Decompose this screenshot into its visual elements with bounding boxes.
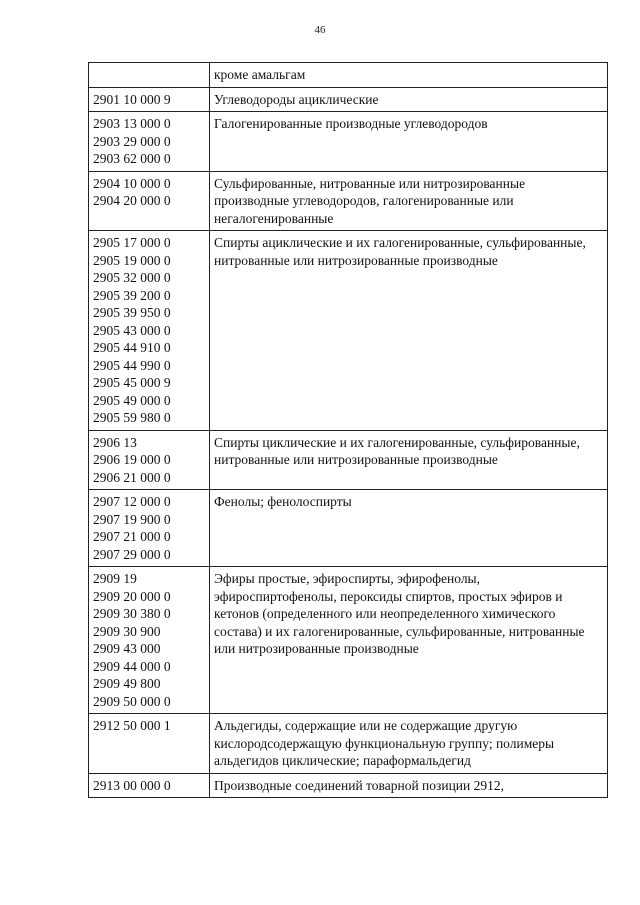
tnved-code: 2903 29 000 0 [93, 133, 171, 149]
tnved-code: 2907 21 000 0 [93, 529, 171, 544]
description-cell [210, 112, 608, 172]
description-cell [210, 63, 608, 88]
tnved-code: 2905 17 000 0 [93, 235, 171, 250]
tnved-code: 2909 49 800 [93, 676, 161, 691]
code-cell [89, 63, 210, 88]
goods-description: Спирты циклические и их галогенированные, сульфированные, нитрованные или нитрозированные производные [214, 434, 580, 467]
tnved-code: 2905 39 950 0 [93, 305, 171, 320]
table-row [89, 112, 608, 172]
goods-description: Альдегиды, содержащие или не содержащие другую кислородсодержащую функциональную группу; полимеры альдегидов циклические; параформальдегид [214, 718, 555, 768]
tnved-code: 2901 10 000 9 [93, 91, 171, 107]
table-body [89, 63, 608, 798]
code-cell [89, 773, 210, 798]
tnved-code: 2909 19 [93, 571, 137, 586]
description-cell [210, 231, 608, 431]
table-row [89, 87, 608, 112]
tnved-code: 2903 62 000 0 [93, 151, 171, 166]
goods-description: Сульфированные, нитрованные или нитрозированные производные углеводородов, галогенированные или негалогенированные [214, 175, 526, 226]
code-cell [89, 567, 210, 714]
goods-description: Эфиры простые, эфироспирты, эфирофенолы, эфироспиртофенолы, пероксиды спиртов, простых эфиров и кетонов (определенного или неопределенного химического состава) и их галогенированные, сульфированные, нитрованные или нитрозированные производные [214, 571, 585, 656]
tnved-code: 2909 43 000 [93, 641, 161, 656]
code-cell [89, 87, 210, 112]
description-cell [210, 714, 608, 774]
table-row [89, 63, 608, 88]
tnved-code: 2913 00 000 0 [93, 777, 171, 793]
tnved-code: 2906 21 000 0 [93, 469, 171, 485]
code-cell [89, 112, 210, 172]
table-row [89, 490, 608, 567]
goods-description: Спирты ациклические и их галогенированные, сульфированные, нитрованные или нитрозированные производные [214, 235, 586, 268]
description-cell [210, 87, 608, 112]
code-cell [89, 171, 210, 231]
tnved-code: 2904 10 000 0 [93, 175, 171, 191]
tnved-code: 2905 44 990 0 [93, 357, 171, 373]
table-row [89, 773, 608, 798]
table-row [89, 171, 608, 231]
goods-description: кроме амальгам [214, 67, 306, 82]
tnved-code: 2905 19 000 0 [93, 252, 171, 268]
tnved-code: 2905 39 200 0 [93, 287, 171, 303]
tnved-code: 2912 50 000 1 [93, 718, 171, 733]
tnved-code: 2906 19 000 0 [93, 452, 171, 467]
tnved-code: 2905 45 000 9 [93, 375, 171, 390]
code-cell [89, 231, 210, 431]
tnved-code: 2903 13 000 0 [93, 116, 171, 131]
tnved-code: 2905 49 000 0 [93, 392, 171, 408]
description-cell [210, 773, 608, 798]
goods-description: Галогенированные производные углеводородов [214, 116, 488, 131]
tnved-code: 2907 12 000 0 [93, 494, 171, 509]
tnved-code: 2909 30 900 [93, 623, 161, 639]
tnved-code: 2907 19 900 0 [93, 511, 171, 527]
goods-description: Углеводороды ациклические [214, 91, 379, 107]
goods-description: Производные соединений товарной позиции 2912, [214, 777, 504, 793]
description-cell [210, 430, 608, 490]
tnved-code: 2906 13 [93, 434, 137, 450]
description-cell [210, 171, 608, 231]
tnved-code: 2909 20 000 0 [93, 588, 171, 604]
tnved-code: 2905 43 000 0 [93, 322, 171, 338]
code-cell [89, 430, 210, 490]
tnved-code: 2909 44 000 0 [93, 658, 171, 674]
table-row [89, 567, 608, 714]
table-row [89, 231, 608, 431]
tnved-code: 2905 59 980 0 [93, 410, 171, 425]
code-cell [89, 714, 210, 774]
goods-description: Фенолы; фенолоспирты [214, 494, 352, 509]
tnved-code: 2905 44 910 0 [93, 340, 171, 355]
description-cell [210, 490, 608, 567]
tnved-code: 2907 29 000 0 [93, 546, 171, 562]
tnved-code: 2904 20 000 0 [93, 193, 171, 208]
page-number: 46 [314, 24, 326, 36]
description-cell [210, 567, 608, 714]
tnved-codes-table [88, 62, 608, 798]
tnved-code: 2909 50 000 0 [93, 693, 171, 709]
tnved-code: 2909 30 380 0 [93, 606, 171, 621]
code-cell [89, 490, 210, 567]
table-row [89, 714, 608, 774]
table-row [89, 430, 608, 490]
tnved-code: 2905 32 000 0 [93, 270, 171, 285]
